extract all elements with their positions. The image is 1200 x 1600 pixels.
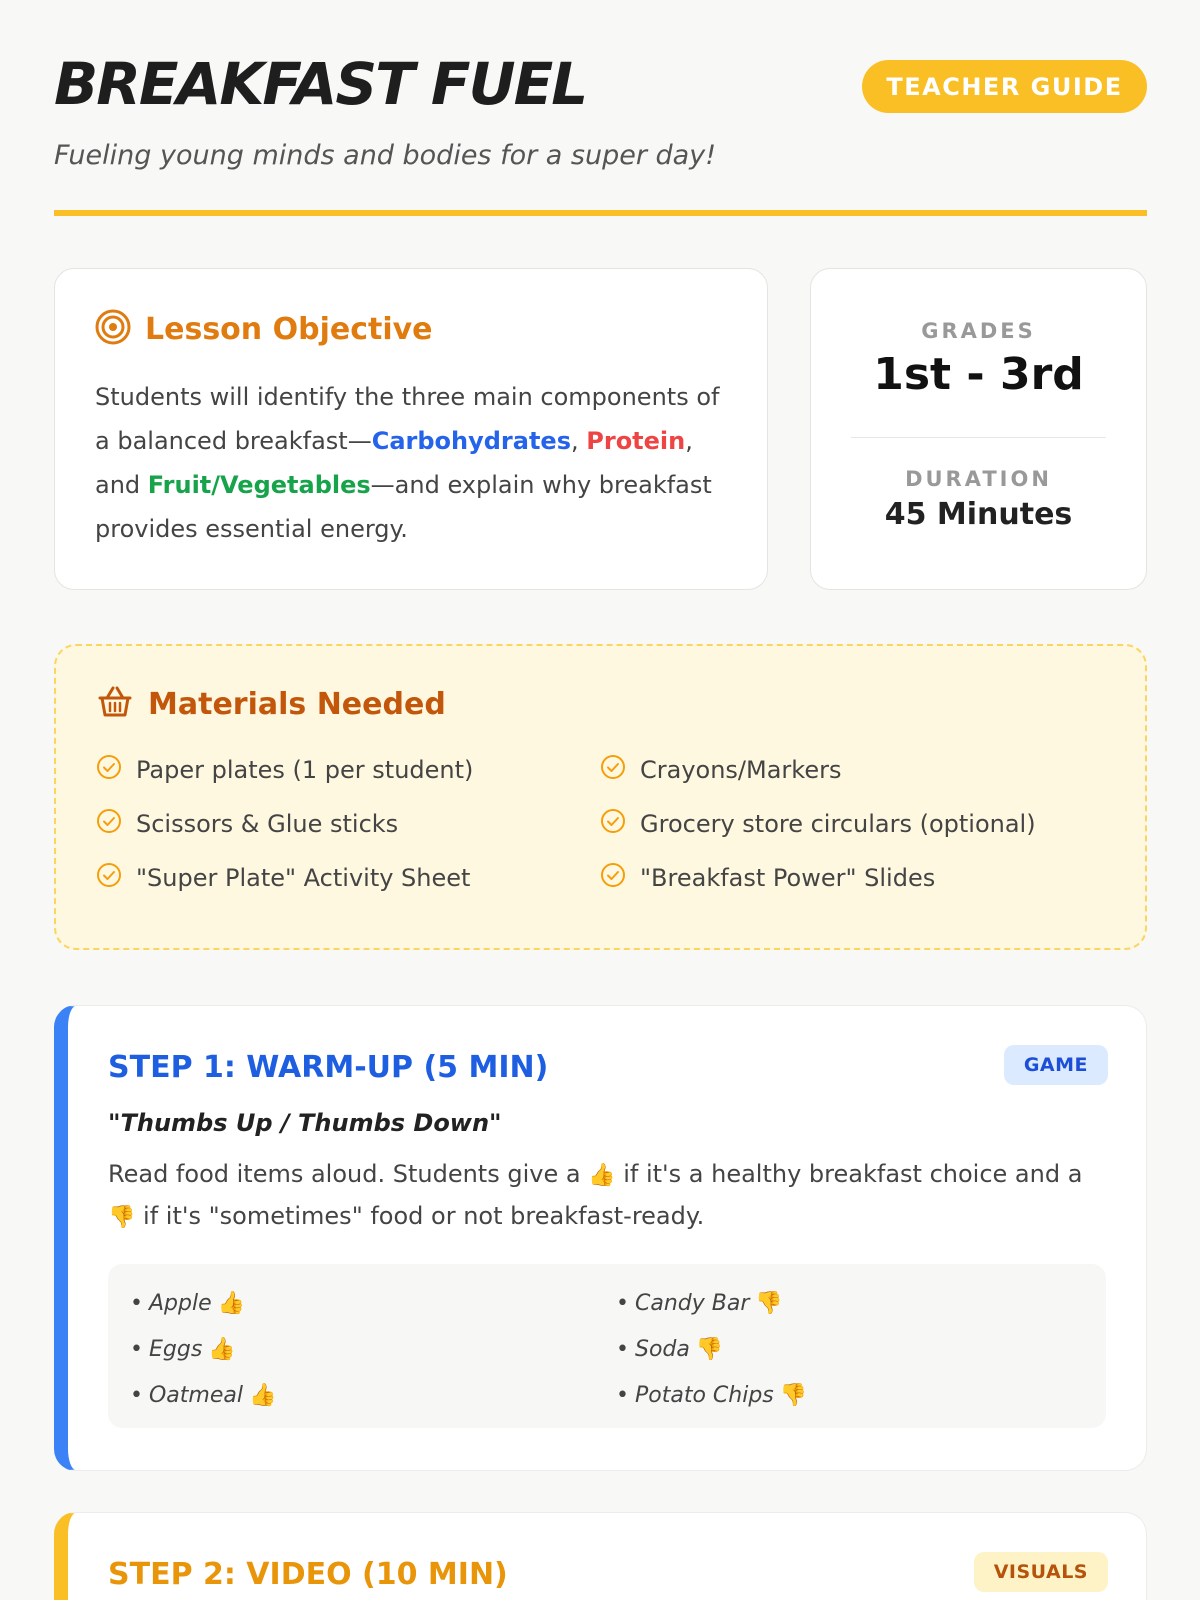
- food-name: Soda: [634, 1336, 690, 1362]
- game-tag: GAME: [1004, 1045, 1108, 1085]
- materials-list: [96, 754, 1105, 894]
- step-2-card: [54, 1512, 1147, 1600]
- material-label: Paper plates (1 per student): [136, 756, 474, 784]
- stats-divider: [851, 437, 1106, 438]
- food-item: [130, 1372, 616, 1418]
- check-circle-icon: [96, 808, 122, 840]
- lesson-objective-card: [54, 268, 768, 590]
- page-subtitle: Fueling young minds and bodies for a super day!: [54, 140, 717, 171]
- objective-separator-2: , and: [95, 427, 693, 499]
- step-1-desc-part-1: Read food items aloud. Students give a: [108, 1160, 589, 1188]
- food-name: Candy Bar: [634, 1290, 750, 1316]
- step-1-desc-part-3: if it's "sometimes" food or not breakfast-ready.: [135, 1202, 705, 1230]
- grades-label: GRADES: [921, 319, 1036, 343]
- page-header: [54, 0, 1147, 216]
- keyword-protein: Protein: [586, 427, 686, 455]
- check-circle-icon: [600, 754, 626, 786]
- check-circle-icon: [96, 754, 122, 786]
- keyword-carbohydrates: Carbohydrates: [371, 427, 571, 455]
- food-name: Potato Chips: [634, 1382, 774, 1408]
- bullet: •: [616, 1290, 629, 1316]
- material-label: Scissors & Glue sticks: [136, 810, 399, 838]
- food-item: [130, 1280, 616, 1326]
- material-item: [600, 862, 1060, 894]
- page-title: BREAKFAST FUEL: [54, 50, 587, 118]
- thumbs-up-icon: 👍: [217, 1290, 246, 1316]
- material-item: [96, 754, 600, 786]
- thumbs-up-icon: 👍: [208, 1336, 236, 1362]
- duration-label: DURATION: [905, 467, 1052, 491]
- food-name: Eggs: [148, 1336, 203, 1362]
- food-list: [108, 1264, 1106, 1428]
- thumbs-up-icon: 👍: [588, 1163, 616, 1188]
- bullet: •: [616, 1382, 629, 1408]
- thumbs-down-icon: 👎: [695, 1336, 724, 1362]
- food-item: [130, 1326, 616, 1372]
- thumbs-down-icon: 👎: [108, 1205, 136, 1230]
- material-label: "Super Plate" Activity Sheet: [136, 864, 471, 892]
- materials-card: [54, 644, 1147, 950]
- bullet: •: [616, 1336, 629, 1362]
- step-1-subtitle: "Thumbs Up / Thumbs Down": [108, 1109, 502, 1137]
- step-1-card: [54, 1005, 1147, 1471]
- check-circle-icon: [96, 862, 122, 894]
- objective-text: [95, 375, 727, 551]
- grades-value: 1st - 3rd: [873, 349, 1084, 400]
- target-icon: [95, 309, 131, 349]
- material-label: Crayons/Markers: [640, 756, 842, 784]
- basket-icon: [96, 684, 134, 724]
- duration-value: 45 Minutes: [884, 497, 1073, 532]
- thumbs-up-icon: 👍: [248, 1382, 277, 1408]
- materials-heading-row: [96, 684, 1105, 724]
- material-item: [96, 808, 600, 840]
- step-1-desc-part-2: if it's a healthy breakfast choice and a: [615, 1160, 1083, 1188]
- bullet: •: [130, 1290, 143, 1316]
- material-item: [600, 754, 1060, 786]
- food-item: [616, 1280, 1076, 1326]
- food-item: [616, 1326, 1076, 1372]
- keyword-fruit-vegetables: Fruit/Vegetables: [147, 471, 371, 499]
- lesson-stats-card: [810, 268, 1147, 590]
- check-circle-icon: [600, 862, 626, 894]
- objective-text-part-1: Students will identify the three main components of a balanced breakfast—: [95, 383, 720, 455]
- material-item: [96, 862, 600, 894]
- food-item: [616, 1372, 1076, 1418]
- thumbs-down-icon: 👎: [779, 1382, 808, 1408]
- step-1-title: STEP 1: WARM-UP (5 MIN): [108, 1050, 549, 1085]
- objective-heading-row: [95, 309, 727, 349]
- lesson-plan-page: [54, 0, 1147, 1592]
- check-circle-icon: [600, 808, 626, 840]
- objective-text-part-2: —and explain why breakfast provides essential energy.: [95, 471, 712, 543]
- material-label: Grocery store circulars (optional): [640, 810, 1036, 838]
- step-2-title: STEP 2: VIDEO (10 MIN): [108, 1557, 508, 1592]
- food-name: Apple: [148, 1290, 212, 1316]
- materials-heading: Materials Needed: [148, 686, 446, 722]
- bullet: •: [130, 1382, 143, 1408]
- step-1-description: [108, 1154, 1108, 1238]
- food-name: Oatmeal: [148, 1382, 243, 1408]
- thumbs-down-icon: 👎: [755, 1290, 783, 1316]
- bullet: •: [130, 1336, 143, 1362]
- objective-heading: Lesson Objective: [145, 311, 433, 347]
- material-label: "Breakfast Power" Slides: [640, 864, 936, 892]
- objective-separator-1: ,: [571, 427, 587, 455]
- material-item: [600, 808, 1060, 840]
- visuals-tag: VISUALS: [974, 1552, 1108, 1592]
- teacher-guide-badge: TEACHER GUIDE: [862, 60, 1147, 113]
